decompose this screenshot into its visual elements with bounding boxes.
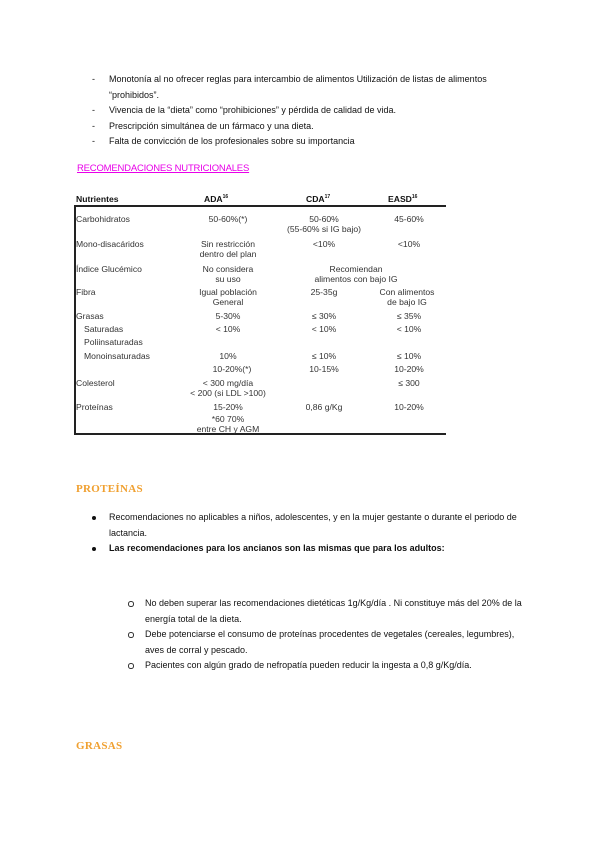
- list-item: - Monotonía al no ofrecer reglas para intercambio de alimentos Utilización de listas de alimentos “prohibidos”.: [92, 74, 487, 100]
- header-ada: ADA$^{16}$: [204, 194, 229, 204]
- cell: <10%: [312, 239, 336, 249]
- cell: (55-60% si IG bajo): [286, 224, 362, 234]
- cell: Con alimentos: [379, 287, 435, 297]
- bullet-icon: [92, 516, 96, 520]
- cell: ≤ 10%: [396, 351, 422, 361]
- row-label: Proteínas: [76, 402, 113, 412]
- cell: su uso: [215, 274, 241, 284]
- cell: ≤ 35%: [396, 311, 422, 321]
- issues-list: [92, 72, 532, 150]
- cell: No considera: [202, 264, 254, 274]
- cell: 45-60%: [394, 214, 424, 224]
- list-item: - Falta de convicción de los profesionales sobre su importancia: [92, 136, 355, 146]
- cell: 10-20%: [394, 402, 424, 412]
- cell: ≤ 10%: [311, 351, 337, 361]
- nutrition-table: [74, 190, 446, 438]
- row-label: Índice Glucémico: [76, 264, 142, 274]
- cell: < 10%: [215, 324, 241, 334]
- row-label: Fibra: [76, 287, 96, 297]
- cell: 50-60%(*): [208, 214, 248, 224]
- cell: 10-20%(*): [212, 364, 252, 374]
- grasas-heading: GRASAS: [76, 740, 123, 752]
- row-label: Monoinsaturadas: [84, 351, 150, 361]
- row-label: Saturadas: [84, 324, 124, 334]
- cell: ≤ 300: [398, 378, 420, 388]
- cell: *60 70%: [211, 414, 245, 424]
- cell: Recomiendan: [329, 264, 383, 274]
- circle-bullet-icon: [128, 632, 134, 638]
- list-item: Debe potenciarse el consumo de proteínas procedentes de vegetales (cereales, legumbres), aves de corral y pescado.: [128, 627, 528, 658]
- row-label: Carbohidratos: [76, 214, 130, 224]
- bullet-icon: [92, 547, 96, 551]
- cell: < 10%: [396, 324, 422, 334]
- cell: entre CH y AGM: [196, 424, 260, 434]
- cell: 10%: [219, 351, 237, 361]
- row-label: Poliinsaturadas: [84, 337, 143, 347]
- cell: ≤ 30%: [311, 311, 337, 321]
- cell: General: [212, 297, 244, 307]
- cell: dentro del plan: [199, 249, 257, 259]
- table-top-rule: [74, 205, 446, 207]
- circle-bullet-icon: [128, 663, 134, 669]
- list-item: - Vivencia de la “dieta” como “prohibiciones” y pérdida de calidad de vida.: [92, 105, 396, 115]
- proteinas-heading: PROTEÍNAS: [76, 483, 143, 495]
- cell: 25-35g: [310, 287, 338, 297]
- cell: 10-15%: [309, 364, 339, 374]
- row-label: Grasas: [76, 311, 104, 321]
- row-label: Mono-disacáridos: [76, 239, 144, 249]
- cell: < 300 mg/día: [202, 378, 254, 388]
- cell: 15-20%: [213, 402, 243, 412]
- cell: <10%: [397, 239, 421, 249]
- list-item: - Prescripción simultánea de un fármaco y una dieta.: [92, 120, 314, 131]
- cell: 0,86 g/Kg: [305, 402, 343, 412]
- elderly-sub-bullets: [128, 596, 528, 674]
- cell: alimentos con bajo IG: [314, 274, 398, 284]
- proteinas-bullets: [92, 510, 532, 557]
- list-item: Pacientes con algún grado de nefropatía pueden reducir la ingesta a 0,8 g/Kg/día.: [128, 658, 528, 674]
- cell: 10-20%: [394, 364, 424, 374]
- cell: < 10%: [311, 324, 337, 334]
- cell: Sin restricción: [201, 239, 255, 249]
- circle-bullet-icon: [128, 601, 134, 607]
- list-item: Recomendaciones no aplicables a niños, adolescentes, y en la mujer gestante o durante el periodo de lactancia.: [92, 510, 532, 541]
- cell: de bajo IG: [387, 297, 427, 307]
- list-item: No deben superar las recomendaciones dietéticas 1g/Kg/día . Ni constituye más del 20% de la energía total de la dieta.: [128, 596, 528, 627]
- cell: 50-60%: [309, 214, 339, 224]
- cell: Igual población: [199, 287, 257, 297]
- header-nutrients: Nutrientes: [76, 194, 119, 204]
- row-label: Colesterol: [76, 378, 115, 388]
- recommendations-title[interactable]: RECOMENDACIONES NUTRICIONALES: [77, 163, 250, 174]
- list-item: Las recomendaciones para los ancianos son las mismas que para los adultos:: [92, 541, 532, 557]
- cell: 5-30%: [215, 311, 241, 321]
- header-easd: EASD$^{16}$: [388, 194, 418, 204]
- header-cda: CDA$^{17}$: [306, 194, 331, 204]
- cell: < 200 (si LDL >100): [190, 388, 266, 398]
- table-bottom-rule: [74, 433, 446, 435]
